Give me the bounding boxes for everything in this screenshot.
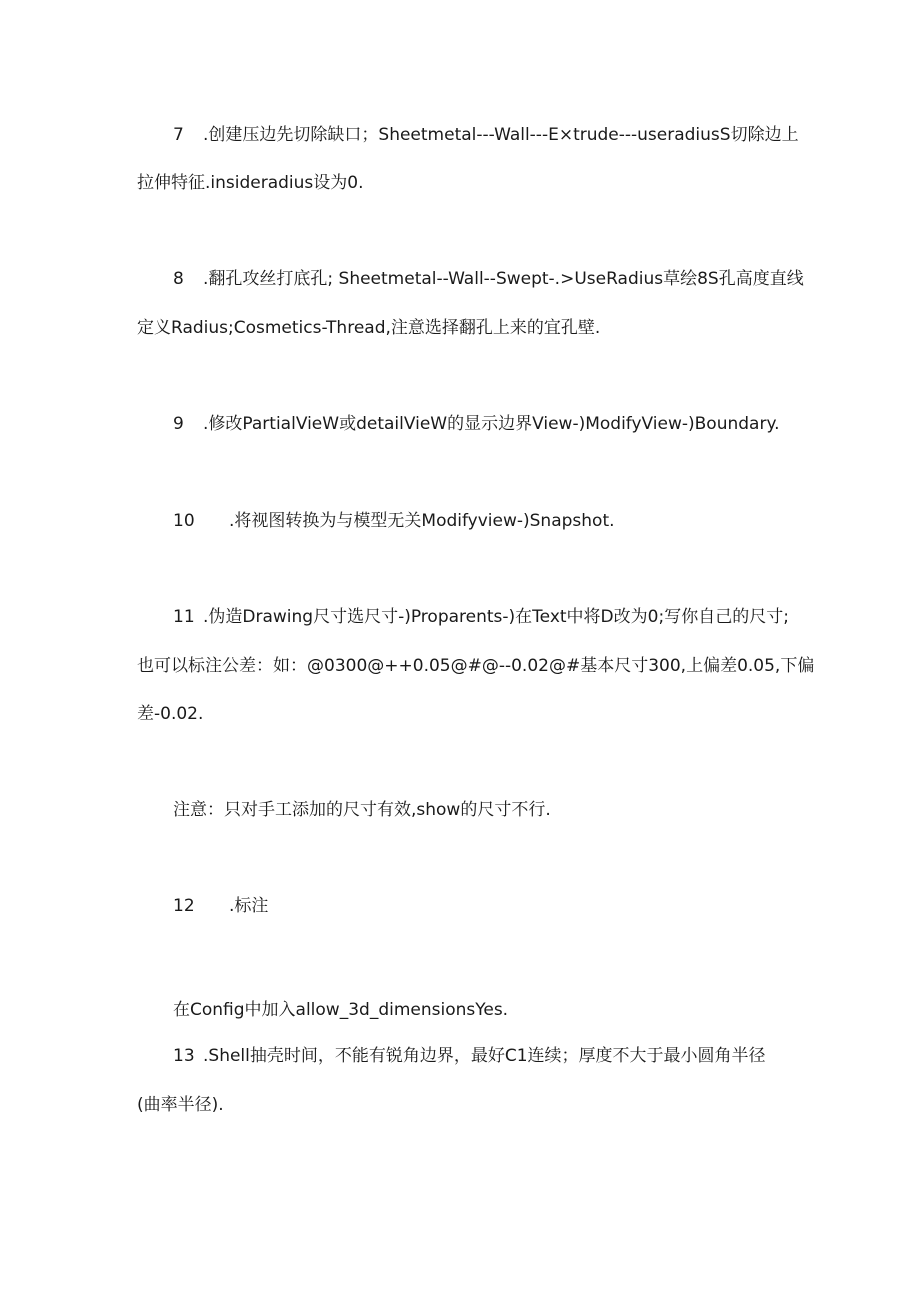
item-number: 8 xyxy=(173,269,184,289)
item-number: 10 xyxy=(173,511,195,531)
note-text: 注意：只对手工添加的尺寸有效,show的尺寸不行. xyxy=(173,800,551,820)
item-number: 12 xyxy=(173,896,195,916)
item-9-line-1 xyxy=(173,413,780,435)
item-text: .伪造Drawing尺寸选尺寸-)Proparents-)在Text中将D改为0;写你自己的尺寸; xyxy=(203,607,789,627)
item-13-line-1 xyxy=(173,1045,766,1067)
item-11-line-2: 也可以标注公差：如：@0300@++0.05@#@--0.02@#基本尺寸300,上偏差0.05,下偏 xyxy=(137,656,815,676)
item-number: 7 xyxy=(173,125,184,145)
item-text: .标注 xyxy=(229,896,269,916)
item-7-line-2: 拉伸特征.insideradius设为0. xyxy=(137,173,364,193)
item-text: .创建压边先切除缺口；Sheetmetal---Wall---E×trude---useradiusS切除边上 xyxy=(203,125,799,145)
item-number: 13 xyxy=(173,1046,195,1066)
item-text: .将视图转换为与模型无关Modifyview-)Snapshot. xyxy=(229,511,615,531)
item-text: .翻孔攻丝打底孔; Sheetmetal--Wall--Swept-.>UseRadius草绘8S孔高度直线 xyxy=(203,269,804,289)
item-7-line-1 xyxy=(173,124,799,146)
item-8-line-1 xyxy=(173,268,804,290)
item-12-line-1 xyxy=(173,895,268,917)
item-text: .Shell抽壳时间，不能有锐角边界，最好C1连续；厚度不大于最小圆角半径 xyxy=(203,1046,766,1066)
item-10-line-1 xyxy=(173,510,615,532)
item-13-line-2: (曲率半径). xyxy=(137,1095,224,1115)
item-11-line-1 xyxy=(173,606,789,628)
item-number: 9 xyxy=(173,414,184,434)
config-line: 在Config中加入allow_3d_dimensionsYes. xyxy=(173,1000,509,1020)
item-11-line-3: 差-0.02. xyxy=(137,704,204,724)
item-8-line-2: 定义Radius;Cosmetics-Thread,注意选择翻孔上来的宜孔壁. xyxy=(137,318,601,338)
item-text: .修改PartialVieW或detailVieW的显示边界View-)ModifyView-)Boundary. xyxy=(203,414,780,434)
item-number: 11 xyxy=(173,607,195,627)
